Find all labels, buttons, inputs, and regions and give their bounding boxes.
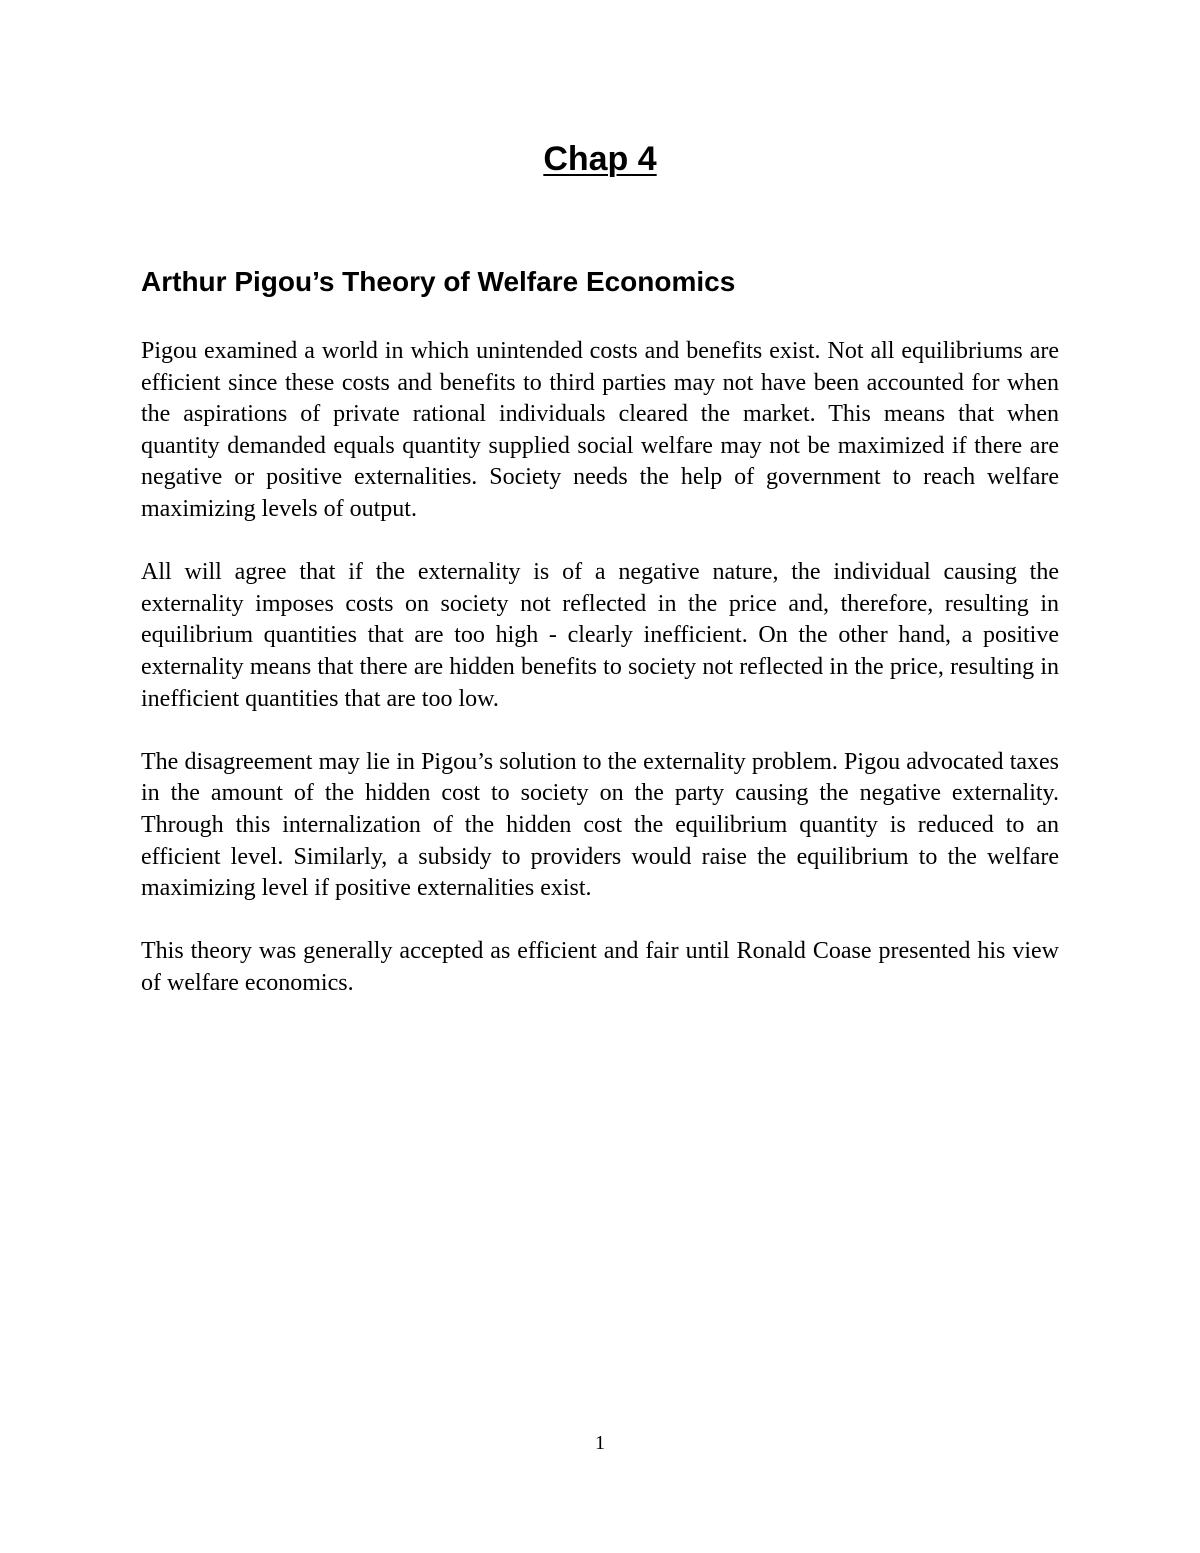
paragraph-2: All will agree that if the externality is of a negative nature, the individual causing the externality imposes costs on society not reflected in the price and, therefore, resulting in equilibrium quantities that are too high - clearly inefficient. On the other hand, a positive externality means that there are hidden benefits to society not reflected in the price, resulting in inefficient quantities that are too low. — [141, 559, 1059, 712]
body-text — [141, 336, 1059, 1031]
section-heading: Arthur Pigou’s Theory of Welfare Economics — [141, 266, 736, 297]
page-number: 1 — [595, 1432, 605, 1454]
paragraph-3: The disagreement may lie in Pigou’s solution to the externality problem. Pigou advocated taxes in the amount of the hidden cost to society on the party causing the negative externality. Through this internalization of the hidden cost the equilibrium quantity is reduced to an efficient level. Similarly, a subsidy to providers would raise the equilibrium to the welfare maximizing level if positive externalities exist. — [141, 748, 1059, 902]
paragraph-1: Pigou examined a world in which unintended costs and benefits exist. Not all equilibriums are efficient since these costs and benefits to third parties may not have been accounted for when the aspirations of private rational individuals cleared the market. This means that when quantity demanded equals quantity supplied social welfare may not be maximized if there are negative or positive externalities. Society needs the help of government to reach welfare maximizing levels of output. — [141, 338, 1059, 522]
paragraph-4: This theory was generally accepted as efficient and fair until Ronald Coase presented his view of welfare economics. — [141, 938, 1059, 996]
chapter-title: Chap 4 — [543, 140, 657, 178]
